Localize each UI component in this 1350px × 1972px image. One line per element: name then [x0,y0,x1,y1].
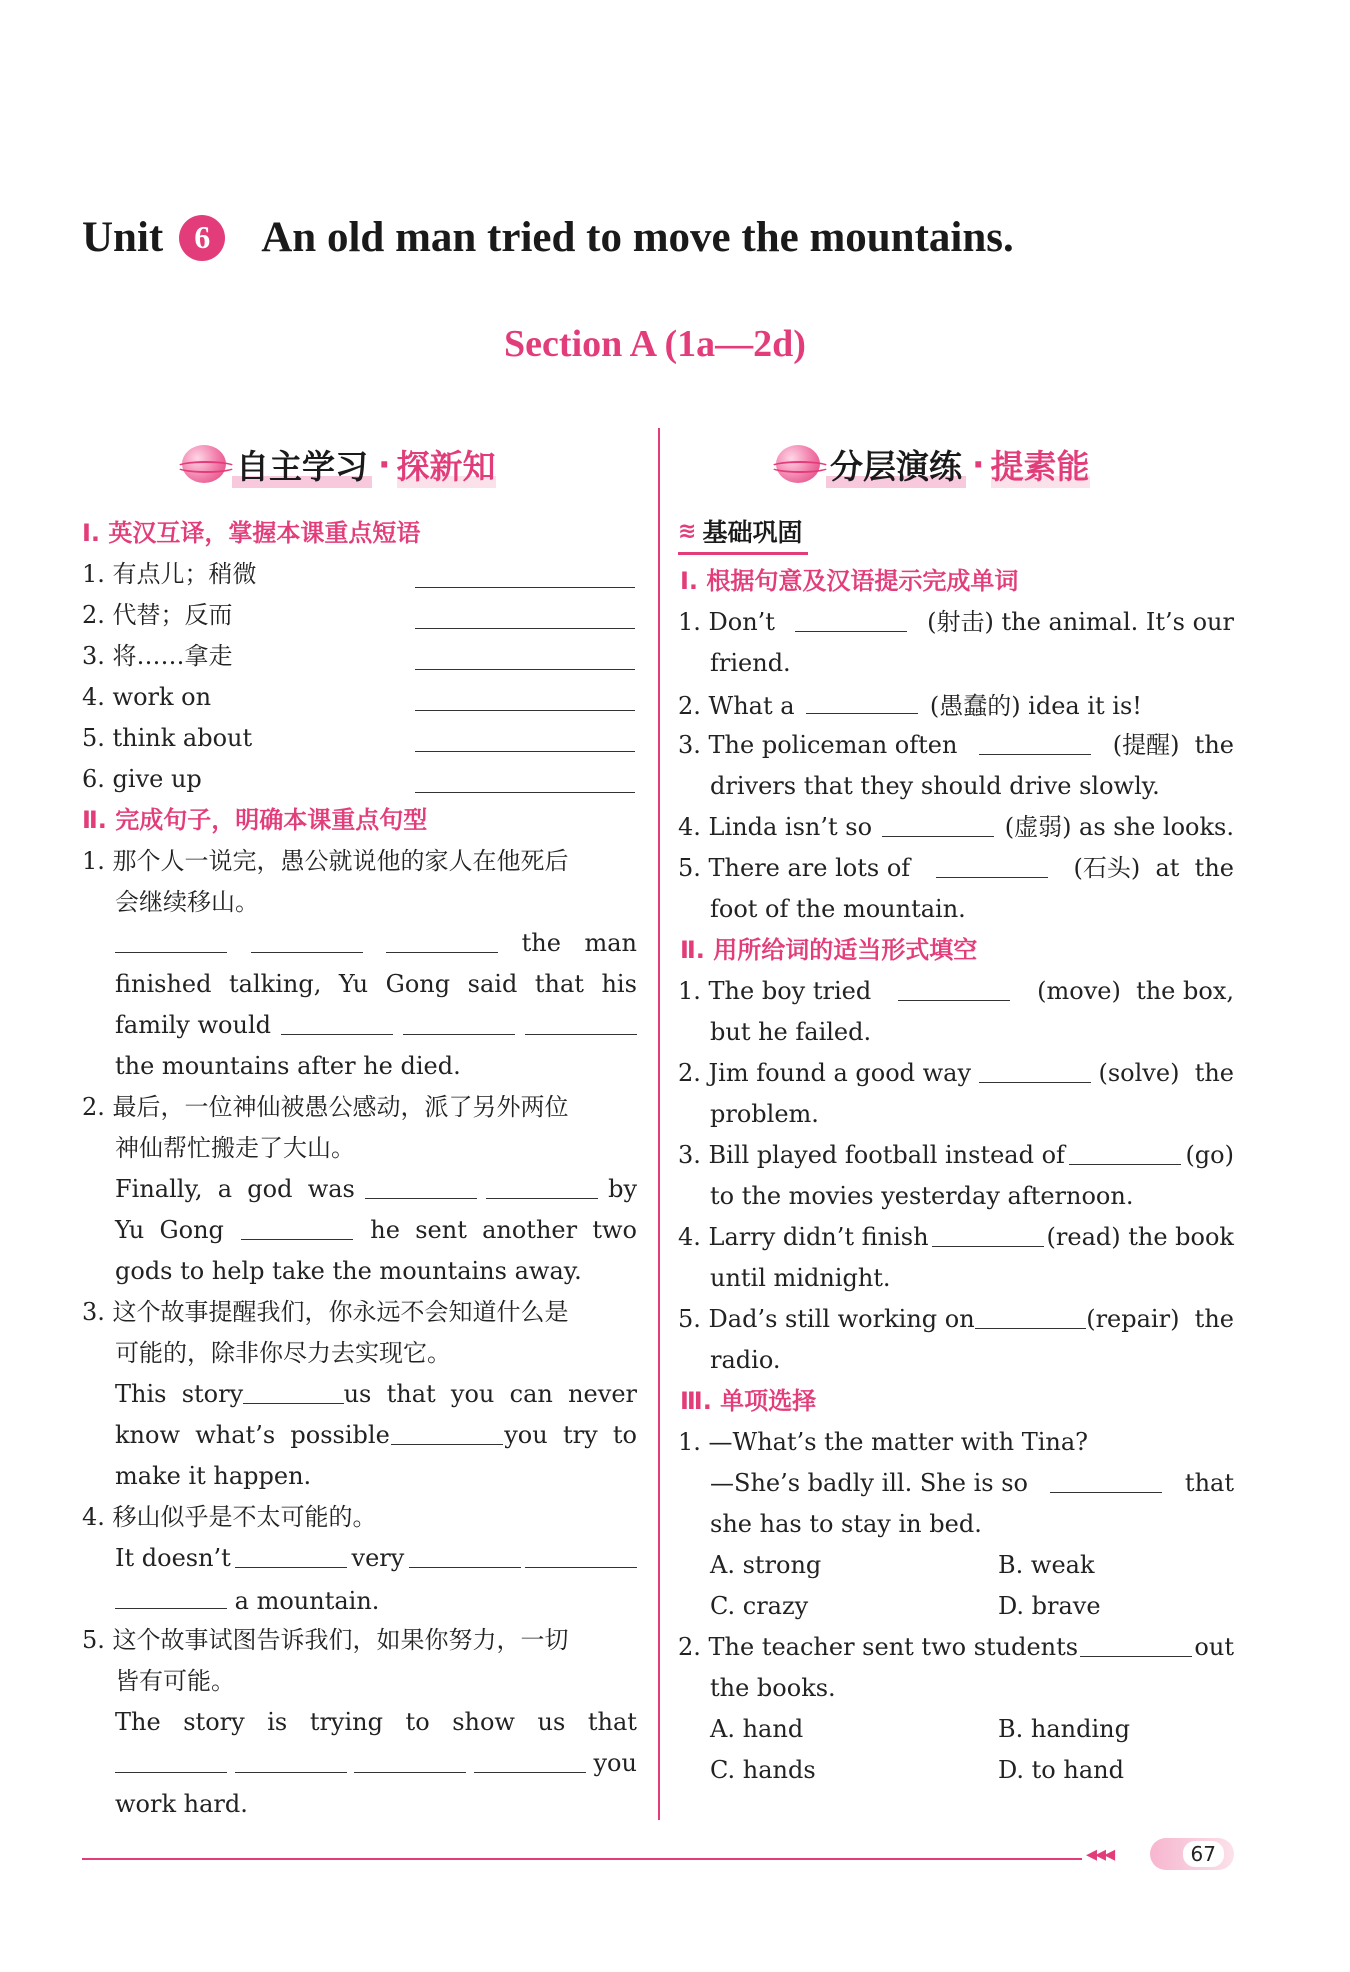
left-part1-title: Ⅰ. 英汉互译，掌握本课重点短语 [82,519,421,547]
sentence-line: the books. [710,1674,836,1702]
page-number: 67 [1183,1841,1224,1867]
word: that [534,970,584,998]
phrase-item: 6. give up [82,765,202,793]
text: 1. The boy tried [678,977,872,1005]
word: is [267,1708,288,1736]
word: that [587,1708,637,1736]
text: 3. The policeman often [678,731,958,759]
sentence-line: gods to help take the mountains away. [115,1257,582,1285]
word: you [593,1749,637,1777]
option-c[interactable]: C. hands [710,1756,816,1784]
option-d[interactable]: D. brave [998,1592,1101,1620]
answer-blank[interactable] [409,1541,521,1568]
answer-blank[interactable] [115,926,227,953]
text: (move) the box, [1037,977,1234,1005]
sentence-line: 1. —What’s the matter with Tina? [678,1428,1089,1456]
text: us that you can never [343,1380,637,1408]
sentence-line: radio. [710,1346,781,1374]
sentence-line [710,1466,1234,1500]
answer-blank[interactable] [936,851,1048,878]
sentence-line [115,1377,637,1411]
right-header-accent: 提素能 [991,441,1090,488]
left-column-header [182,436,496,492]
book-icon: ≋ [678,518,697,544]
sentence-line [678,605,1234,639]
option-a[interactable]: A. strong [710,1551,822,1579]
text: (愚蠢的) idea it is! [929,692,1142,720]
section-title: Section A (1a—2d) [504,323,806,365]
answer-blank[interactable] [241,1213,353,1240]
option-b[interactable]: B. weak [998,1551,1095,1579]
sentence-line [678,1138,1234,1172]
sentence-line [115,1418,637,1452]
answer-blank[interactable] [235,1541,347,1568]
answer-blank[interactable] [235,1746,347,1773]
text: (solve) the [1098,1059,1234,1087]
phrase-item: 3. 将……拿走 [82,642,233,670]
answer-blank[interactable] [806,687,918,714]
answer-blank[interactable] [1069,1138,1181,1165]
answer-blank[interactable] [882,810,994,837]
sentence-line [678,687,1142,723]
text: (go) [1185,1141,1234,1169]
text: Finally, a god was [115,1175,355,1203]
text: a mountain. [234,1587,380,1615]
sentence-line: foot of the mountain. [710,895,966,923]
left-part2-title: Ⅱ. 完成句子，明确本课重点句型 [82,806,428,834]
text: 2. Jim found a good way [678,1059,972,1087]
answer-blank[interactable] [979,728,1091,755]
option-d[interactable]: D. to hand [998,1756,1124,1784]
right-part1-title: Ⅰ. 根据句意及汉语提示完成单词 [680,567,1019,595]
answer-blank[interactable] [115,1746,227,1773]
question-cn: 皆有可能。 [115,1667,235,1695]
text: This story [115,1380,244,1408]
text: (repair) the [1086,1305,1234,1333]
text: (射击) the animal. It’s our [927,608,1234,636]
word: said [467,970,518,998]
right-part3-title: Ⅲ. 单项选择 [680,1387,817,1415]
text: 2. The teacher sent two students [678,1633,1079,1661]
sentence-line: friend. [710,649,791,677]
footer-rule [82,1858,1082,1860]
text: 5. Dad’s still working on [678,1305,975,1333]
sentence-line: the mountains after he died. [115,1052,461,1080]
question-cn: 可能的，除非你尽力去实现它。 [115,1339,451,1367]
word: his [601,970,637,998]
word: to [405,1708,430,1736]
sentence-line [678,728,1234,762]
phrase-item: 2. 代替；反而 [82,601,233,629]
answer-blank[interactable] [525,1008,637,1035]
sentence-line: work hard. [115,1790,248,1818]
text: It doesn’t [115,1544,231,1572]
word: story [183,1708,245,1736]
answer-blank[interactable] [525,1541,637,1568]
answer-blank[interactable] [281,1008,393,1035]
text: Yu Gong [115,1216,224,1244]
answer-blank[interactable] [486,1172,598,1199]
sentence-line [115,1541,637,1575]
sentence-line [115,1008,637,1042]
sentence-line [678,810,1234,844]
unit-word: Unit [82,214,164,261]
answer-blank[interactable] [365,1172,477,1199]
sentence-line [115,926,637,960]
column-divider [658,428,660,1820]
word: that [1184,1469,1234,1497]
question-cn: 1. 那个人一说完，愚公就说他的家人在他死后 [82,847,569,875]
unit-number-badge: 6 [179,215,225,261]
answer-blank[interactable] [975,1302,1087,1329]
answer-blank[interactable] [898,974,1010,1001]
word: very [351,1544,405,1572]
word: us [537,1708,566,1736]
word: man [584,929,637,957]
sentence-line [678,1630,1234,1664]
text: 1. Don’t [678,608,775,636]
option-b[interactable]: B. handing [998,1715,1130,1743]
text: 4. Linda isn’t so [678,813,873,841]
right-column-header [776,436,1090,492]
right-part2-title: Ⅱ. 用所给词的适当形式填空 [680,936,978,964]
sentence-line [115,1705,637,1739]
sentence-line: she has to stay in bed. [710,1510,982,1538]
answer-blank[interactable] [415,721,635,752]
planet-icon [182,445,226,483]
answer-blank[interactable] [243,1377,343,1404]
word: show [452,1708,515,1736]
word: trying [309,1708,383,1736]
text: family would [115,1011,271,1039]
right-header-dot: · [972,444,985,484]
word: The [115,1708,161,1736]
sentence-line: make it happen. [115,1462,312,1490]
question-cn: 3. 这个故事提醒我们，你永远不会知道什么是 [82,1298,569,1326]
word: finished [115,970,212,998]
footer-arrows-icon: ◂◂◂ [1086,1842,1114,1867]
answer-blank[interactable] [415,598,635,629]
text: you try to [504,1421,637,1449]
word: out [1194,1633,1234,1661]
sentence-line [678,1302,1234,1336]
text: (提醒) the [1112,731,1234,759]
text: —She’s badly ill. She is so [710,1469,1028,1497]
answer-blank[interactable] [415,639,635,670]
unit-title [82,213,1014,262]
answer-blank[interactable] [403,1008,515,1035]
phrase-item: 5. think about [82,724,253,752]
option-a[interactable]: A. hand [710,1715,804,1743]
answer-blank[interactable] [979,1056,1091,1083]
text: 4. Larry didn’t finish [678,1223,929,1251]
sentence-line [115,1213,637,1247]
answer-blank[interactable] [115,1582,227,1609]
question-cn: 会继续移山。 [115,888,259,916]
unit-title-text: An old man tried to move the mountains. [261,214,1014,261]
answer-blank[interactable] [415,762,635,793]
right-header-main: 分层演练 [826,441,966,488]
word: the [521,929,561,957]
word: Yu [338,970,369,998]
sentence-line: drivers that they should drive slowly. [710,772,1160,800]
answer-blank[interactable] [415,680,635,711]
word: talking, [229,970,322,998]
answer-blank[interactable] [391,1418,503,1445]
text: 3. Bill played football instead of [678,1141,1065,1169]
text: 2. What a [678,692,795,720]
question-cn: 2. 最后，一位神仙被愚公感动，派了另外两位 [82,1093,569,1121]
sentence-line: but he failed. [710,1018,872,1046]
answer-blank[interactable] [415,557,635,588]
text: (石头) at the [1073,854,1234,882]
answer-blank[interactable] [1050,1466,1162,1493]
answer-blank[interactable] [354,1746,466,1773]
page-number-badge [1150,1838,1234,1870]
sub-header-text: 基础巩固 [702,518,803,547]
sentence-line [115,967,637,1001]
sentence-line [678,1220,1234,1254]
answer-blank[interactable] [386,926,498,953]
sentence-line: to the movies yesterday afternoon. [710,1182,1134,1210]
planet-icon [776,445,820,483]
left-header-accent: 探新知 [397,441,496,488]
option-c[interactable]: C. crazy [710,1592,809,1620]
answer-blank[interactable] [795,605,907,632]
sentence-line [115,1172,637,1206]
question-cn: 5. 这个故事试图告诉我们，如果你努力，一切 [82,1626,569,1654]
answer-blank[interactable] [251,926,363,953]
sentence-line [115,1746,637,1780]
sentence-line [115,1582,379,1618]
sentence-line [678,974,1234,1008]
left-header-dot: · [378,444,391,484]
phrase-item: 4. work on [82,683,212,711]
question-cn: 4. 移山似乎是不太可能的。 [82,1503,377,1531]
question-cn: 神仙帮忙搬走了大山。 [115,1134,355,1162]
word: Gong [385,970,451,998]
answer-blank[interactable] [1080,1630,1192,1657]
sentence-line [678,851,1234,885]
answer-blank[interactable] [932,1220,1044,1247]
answer-blank[interactable] [474,1746,586,1773]
sentence-line: problem. [710,1100,819,1128]
sentence-line: until midnight. [710,1264,891,1292]
left-header-main: 自主学习 [232,441,372,488]
basic-consolidation-header [678,510,808,555]
text: (read) the book [1046,1223,1234,1251]
text: 5. There are lots of [678,854,911,882]
text: know what’s possible [115,1421,390,1449]
phrase-item: 1. 有点儿；稍微 [82,560,257,588]
sentence-line [678,1056,1234,1090]
text: he sent another two [370,1216,637,1244]
word: by [608,1175,637,1203]
text: (虚弱) as she looks. [1004,813,1234,841]
